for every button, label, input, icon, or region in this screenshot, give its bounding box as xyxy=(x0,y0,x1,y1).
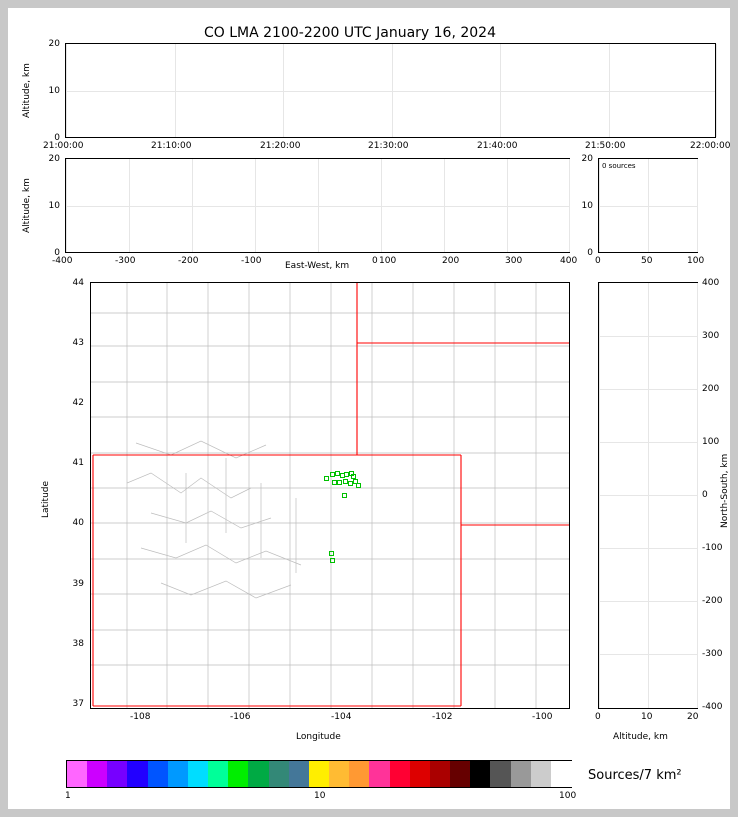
tick-label: 50 xyxy=(641,256,653,266)
tick-label: 21:30:00 xyxy=(368,141,409,151)
tick-label: 0 xyxy=(595,256,601,266)
source-marker xyxy=(356,483,361,488)
colorbar-segment xyxy=(329,761,350,787)
colorbar-segment xyxy=(490,761,511,787)
tick-label: -100 xyxy=(702,543,723,553)
source-marker xyxy=(324,476,329,481)
colorbar-segment xyxy=(349,761,370,787)
tick-label: 300 xyxy=(702,331,720,341)
colorbar-segment xyxy=(168,761,189,787)
colorbar-tick-label: 1 xyxy=(65,791,71,801)
colorbar-label: Sources/7 km² xyxy=(588,768,682,783)
tick-label: 21:00:00 xyxy=(43,141,84,151)
colorbar-tick-label: 100 xyxy=(559,791,577,801)
tick-label: 40 xyxy=(72,518,84,528)
tick-label: -200 xyxy=(178,256,199,266)
tick-label: 41 xyxy=(72,458,84,468)
east-west-height-panel xyxy=(65,158,570,253)
plan-view-map-panel xyxy=(90,282,570,709)
colorbar-segment xyxy=(551,761,572,787)
tick-label: 10 xyxy=(48,86,60,96)
tick-label: 0 xyxy=(702,490,708,500)
colorbar-segment xyxy=(148,761,169,787)
axis-label-y: Altitude, km xyxy=(22,178,32,233)
colorbar-segment xyxy=(289,761,310,787)
tick-label: -108 xyxy=(130,712,151,722)
tick-label: 10 xyxy=(581,201,593,211)
colorbar-segment xyxy=(410,761,431,787)
tick-label: -400 xyxy=(702,702,723,712)
tick-label: -100 xyxy=(241,256,262,266)
tick-label: -106 xyxy=(230,712,251,722)
colorbar-segment xyxy=(390,761,411,787)
tick-label: 22:00:00 xyxy=(690,141,731,151)
tick-label: 100 xyxy=(379,256,397,266)
tick-label: 400 xyxy=(702,278,720,288)
colorbar-segment xyxy=(369,761,390,787)
tick-label: -100 xyxy=(532,712,553,722)
tick-label: 0 xyxy=(587,248,593,258)
colorbar-segment xyxy=(87,761,108,787)
colorbar-segment xyxy=(531,761,552,787)
tick-label: -300 xyxy=(115,256,136,266)
tick-label: 38 xyxy=(72,639,84,649)
colorbar-segment xyxy=(188,761,209,787)
tick-label: 300 xyxy=(505,256,523,266)
source-marker xyxy=(337,480,342,485)
tick-label: 37 xyxy=(72,699,84,709)
tick-label: 100 xyxy=(702,437,720,447)
tick-label: 10 xyxy=(641,712,653,722)
tick-label: 44 xyxy=(72,278,84,288)
tick-label: 39 xyxy=(72,579,84,589)
axis-label-y: Latitude xyxy=(41,480,51,518)
axis-label-y: Altitude, km xyxy=(22,63,32,118)
source-markers-layer xyxy=(91,283,569,708)
tick-label: 42 xyxy=(72,398,84,408)
tick-label: 0 xyxy=(372,256,378,266)
colorbar-segment xyxy=(430,761,451,787)
source-marker xyxy=(330,558,335,563)
colorbar-segment xyxy=(67,761,88,787)
source-marker xyxy=(342,493,347,498)
axis-label-x: Altitude, km xyxy=(613,732,668,742)
tick-label: 200 xyxy=(702,384,720,394)
source-marker xyxy=(351,474,356,479)
colorbar-segment xyxy=(450,761,471,787)
colorbar-tick-label: 10 xyxy=(314,791,326,801)
tick-label: 0 xyxy=(54,133,60,143)
colorbar xyxy=(66,760,572,788)
tick-label: -300 xyxy=(702,649,723,659)
tick-label: 21:20:00 xyxy=(260,141,301,151)
axis-label-x: East-West, km xyxy=(285,261,350,271)
tick-label: 20 xyxy=(581,154,593,164)
colorbar-segment xyxy=(127,761,148,787)
source-count-annotation: 0 sources xyxy=(602,162,636,170)
tick-label: 20 xyxy=(48,154,60,164)
tick-label: 200 xyxy=(442,256,460,266)
altitude-histogram-panel xyxy=(598,158,698,253)
tick-label: 21:40:00 xyxy=(477,141,518,151)
tick-label: 43 xyxy=(72,338,84,348)
page-title: CO LMA 2100-2200 UTC January 16, 2024 xyxy=(204,25,496,41)
tick-label: 100 xyxy=(687,256,705,266)
colorbar-segment xyxy=(107,761,128,787)
axis-label-x: Longitude xyxy=(296,732,341,742)
colorbar-segment xyxy=(269,761,290,787)
north-south-height-panel xyxy=(598,282,698,709)
colorbar-segment xyxy=(511,761,532,787)
source-marker xyxy=(329,551,334,556)
tick-label: 21:10:00 xyxy=(151,141,192,151)
tick-label: 0 xyxy=(595,712,601,722)
tick-label: 10 xyxy=(48,201,60,211)
figure-canvas xyxy=(8,8,730,809)
colorbar-segment xyxy=(309,761,330,787)
colorbar-segment xyxy=(208,761,229,787)
tick-label: 21:50:00 xyxy=(585,141,626,151)
axis-label-y: North-South, km xyxy=(720,453,730,528)
colorbar-segment xyxy=(470,761,491,787)
tick-label: -400 xyxy=(52,256,73,266)
tick-label: -200 xyxy=(702,596,723,606)
tick-label: -104 xyxy=(331,712,352,722)
tick-label: 0 xyxy=(54,248,60,258)
colorbar-segment xyxy=(228,761,249,787)
time-height-panel xyxy=(65,43,716,138)
tick-label: -102 xyxy=(432,712,453,722)
tick-label: 20 xyxy=(687,712,699,722)
tick-label: 20 xyxy=(48,39,60,49)
tick-label: 400 xyxy=(560,256,578,266)
colorbar-segment xyxy=(248,761,269,787)
